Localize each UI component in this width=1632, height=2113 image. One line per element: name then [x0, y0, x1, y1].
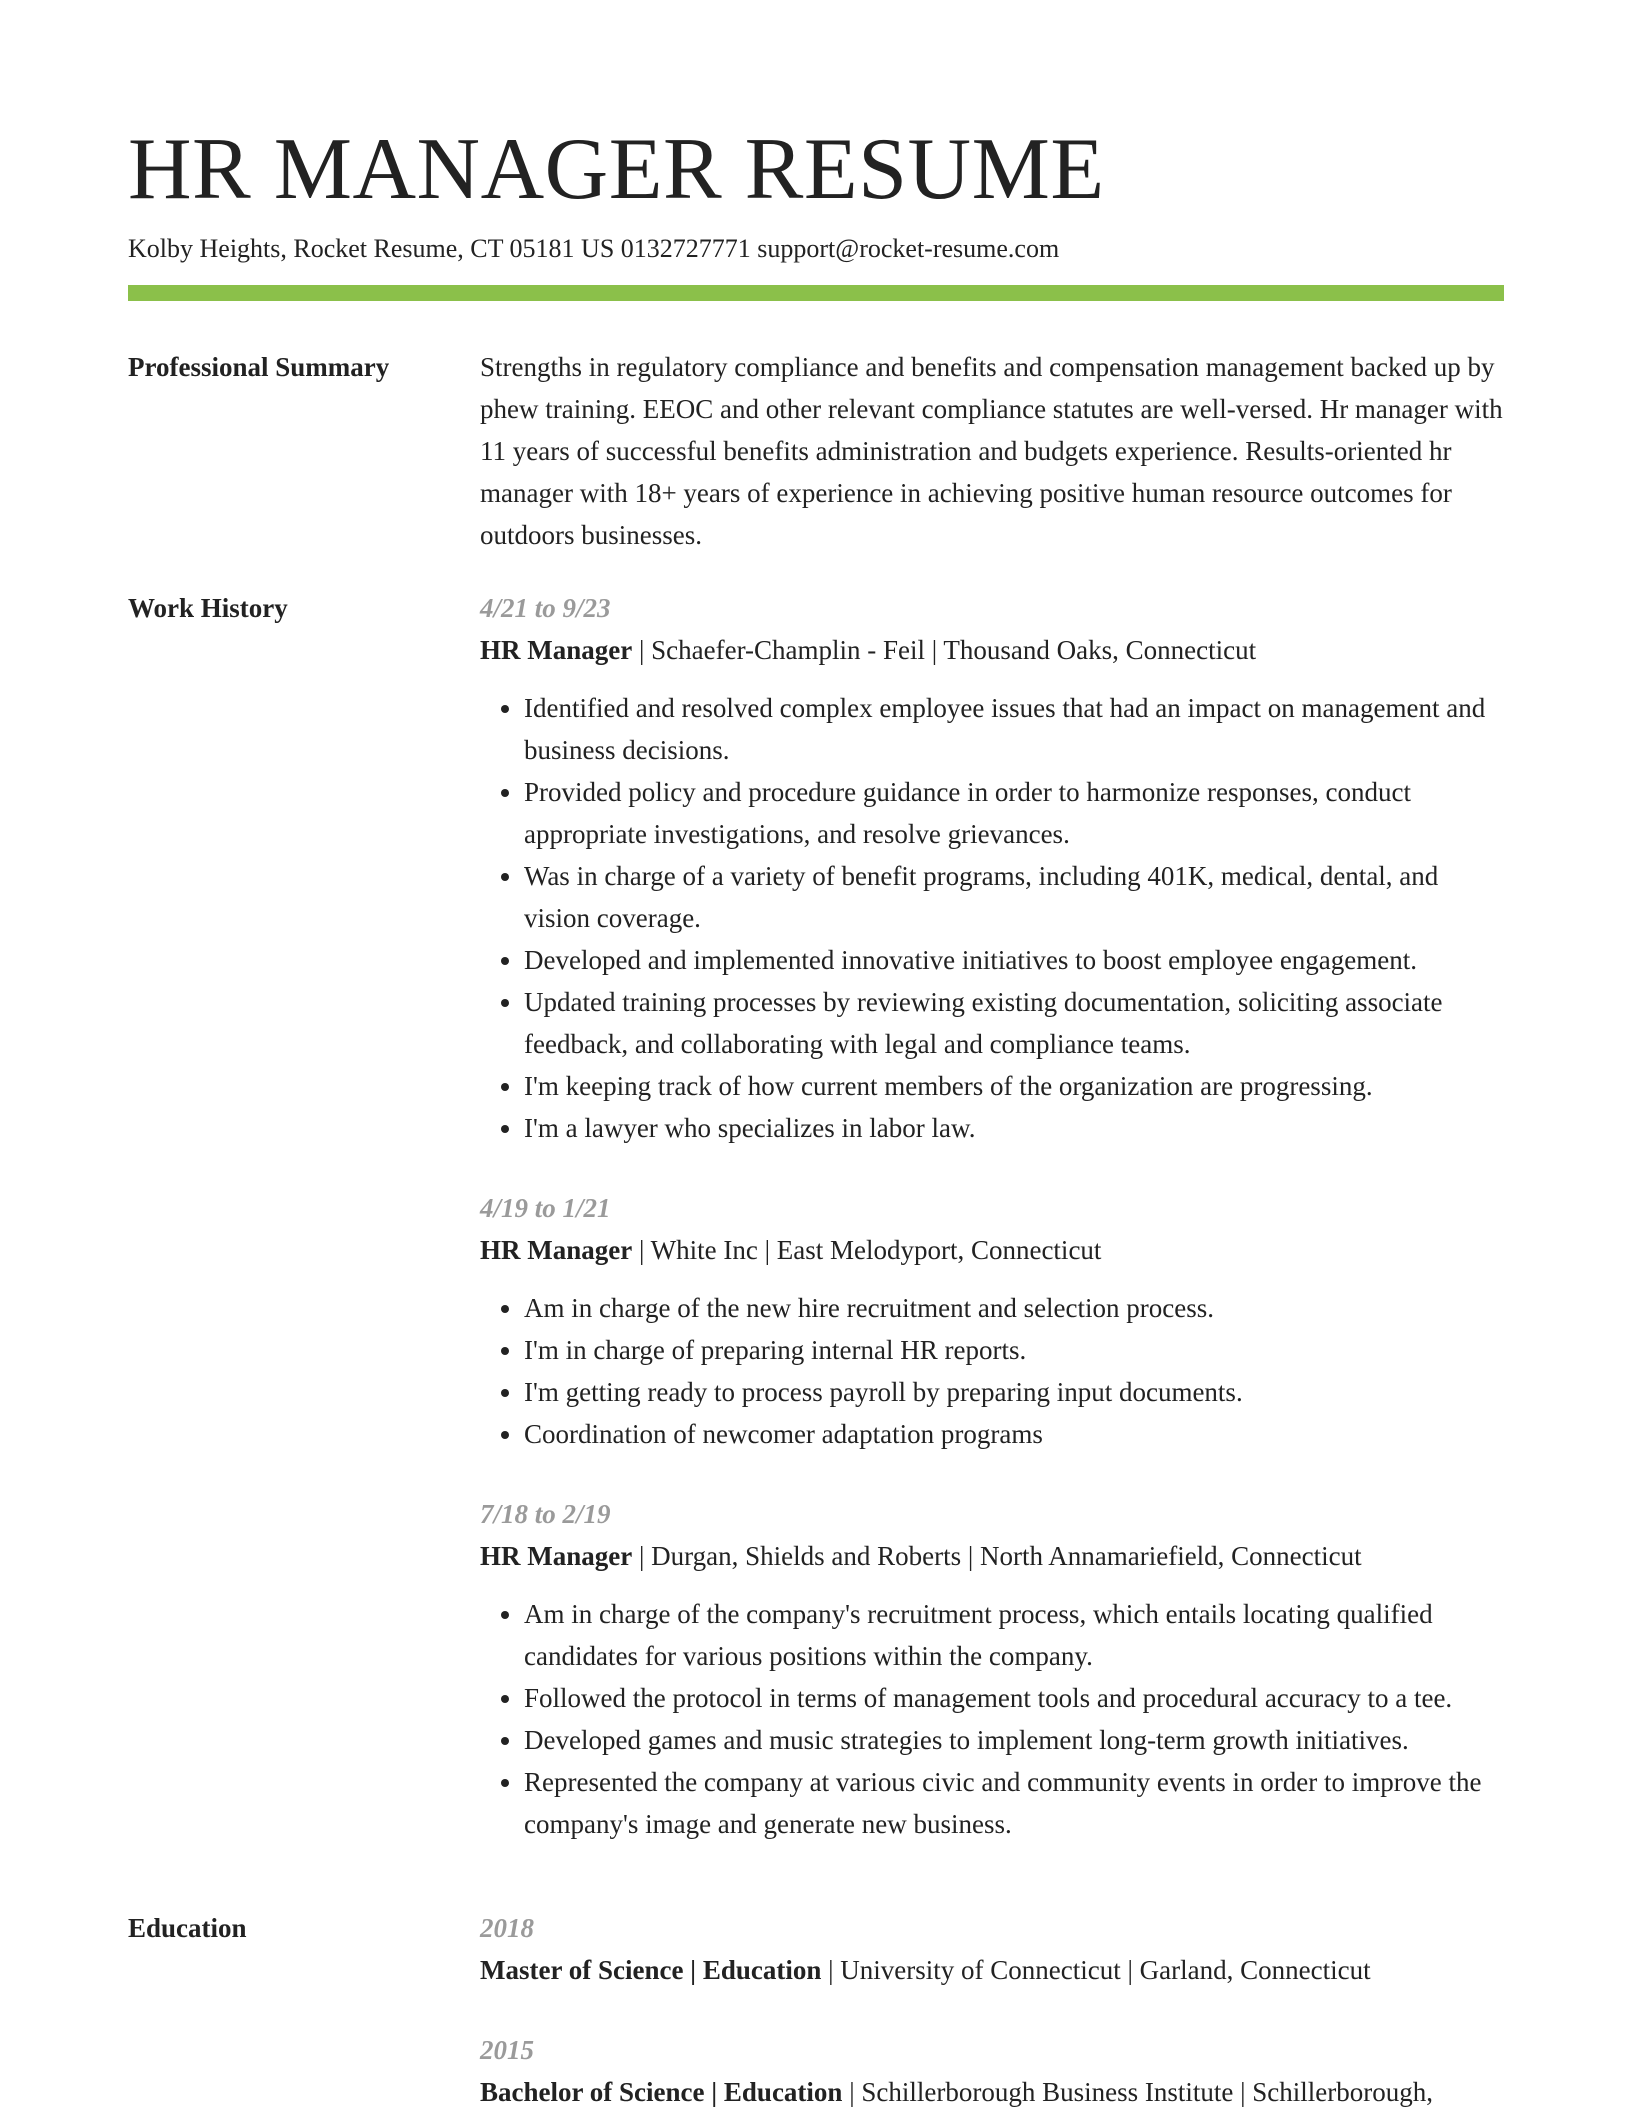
- job-bullet: • Am in charge of the company's recruitment process, which entails locating qualified candidates for various positions within the company.: [524, 1593, 1504, 1677]
- section-label-summary: Professional Summary: [128, 352, 390, 382]
- job-bullet: • Developed games and music strategies to implement long-term growth initiatives.: [524, 1719, 1504, 1761]
- education-details: | University of Connecticut | Garland, Connecticut: [821, 1955, 1371, 1985]
- education-line: [480, 2071, 1504, 2113]
- contact-line: Kolby Heights, Rocket Resume, CT 05181 US 0132727771 support@rocket-resume.com: [128, 234, 1060, 263]
- education-degree: Master of Science | Education: [480, 1955, 822, 1985]
- job-entry: [480, 587, 1504, 1149]
- job-bullet: • Am in charge of the new hire recruitment and selection process.: [524, 1287, 1504, 1329]
- job-title: HR Manager: [480, 1541, 633, 1571]
- job-details: | White Inc | East Melodyport, Connecticut: [632, 1235, 1102, 1265]
- job-dates: 4/19 to 1/21: [480, 1193, 611, 1223]
- job-entry: [480, 1187, 1504, 1455]
- job-bullet: • Followed the protocol in terms of management tools and procedural accuracy to a tee.: [524, 1677, 1504, 1719]
- section-label-work-history: Work History: [128, 593, 288, 623]
- job-bullet: • Coordination of newcomer adaptation programs: [524, 1413, 1504, 1455]
- header-divider: [128, 285, 1504, 301]
- job-bullet: • Provided policy and procedure guidance in order to harmonize responses, conduct appropriate investigations, and resolve grievances.: [524, 771, 1504, 855]
- job-title: HR Manager: [480, 1235, 633, 1265]
- summary-body: [480, 346, 1504, 556]
- job-bullet: • I'm a lawyer who specializes in labor law.: [524, 1107, 1504, 1149]
- job-entry: [480, 1493, 1504, 1845]
- job-bullet: • Developed and implemented innovative initiatives to boost employee engagement.: [524, 939, 1504, 981]
- job-bullets: [480, 687, 1504, 1149]
- job-bullet: • Was in charge of a variety of benefit programs, including 401K, medical, dental, and vision coverage.: [524, 855, 1504, 939]
- job-bullets: [480, 1287, 1504, 1455]
- job-bullet: • Identified and resolved complex employee issues that had an impact on management and business decisions.: [524, 687, 1504, 771]
- work-history-body: [480, 587, 1504, 1845]
- job-dates: 7/18 to 2/19: [480, 1499, 611, 1529]
- job-title: HR Manager: [480, 635, 633, 665]
- job-bullet: • I'm keeping track of how current members of the organization are progressing.: [524, 1065, 1504, 1107]
- job-bullets: [480, 1593, 1504, 1845]
- job-bullet: • I'm in charge of preparing internal HR reports.: [524, 1329, 1504, 1371]
- summary-text: Strengths in regulatory compliance and benefits and compensation management backed up by phew training. EEOC and other relevant compliance statutes are well-versed. Hr manager with 11 years of successful benefits administration and budgets experience. Results-oriented hr manager with 18+ years of experience in achieving positive human resource outcomes for outdoors businesses.: [480, 352, 1503, 550]
- job-bullet: • I'm getting ready to process payroll by preparing input documents.: [524, 1371, 1504, 1413]
- job-details: | Schaefer-Champlin - Feil | Thousand Oaks, Connecticut: [632, 635, 1257, 665]
- education-year: 2018: [480, 1913, 534, 1943]
- education-year: 2015: [480, 2035, 534, 2065]
- education-details: | Schillerborough Business Institute | Schillerborough,: [842, 2077, 1433, 2107]
- education-entry: [480, 2029, 1504, 2113]
- education-line: [480, 1949, 1504, 1991]
- resume-title: HR MANAGER RESUME: [128, 121, 1105, 218]
- job-role-line: [480, 1535, 1504, 1577]
- job-dates: 4/21 to 9/23: [480, 593, 611, 623]
- education-entry: [480, 1907, 1504, 1991]
- job-role-line: [480, 629, 1504, 671]
- job-bullet: • Represented the company at various civic and community events in order to improve the company's image and generate new business.: [524, 1761, 1504, 1845]
- education-degree: Bachelor of Science | Education: [480, 2077, 843, 2107]
- education-body: [480, 1907, 1504, 2113]
- section-label-education: Education: [128, 1913, 247, 1943]
- job-role-line: [480, 1229, 1504, 1271]
- job-details: | Durgan, Shields and Roberts | North Annamariefield, Connecticut: [632, 1541, 1362, 1571]
- job-bullet: • Updated training processes by reviewing existing documentation, soliciting associate feedback, and collaborating with legal and compliance teams.: [524, 981, 1504, 1065]
